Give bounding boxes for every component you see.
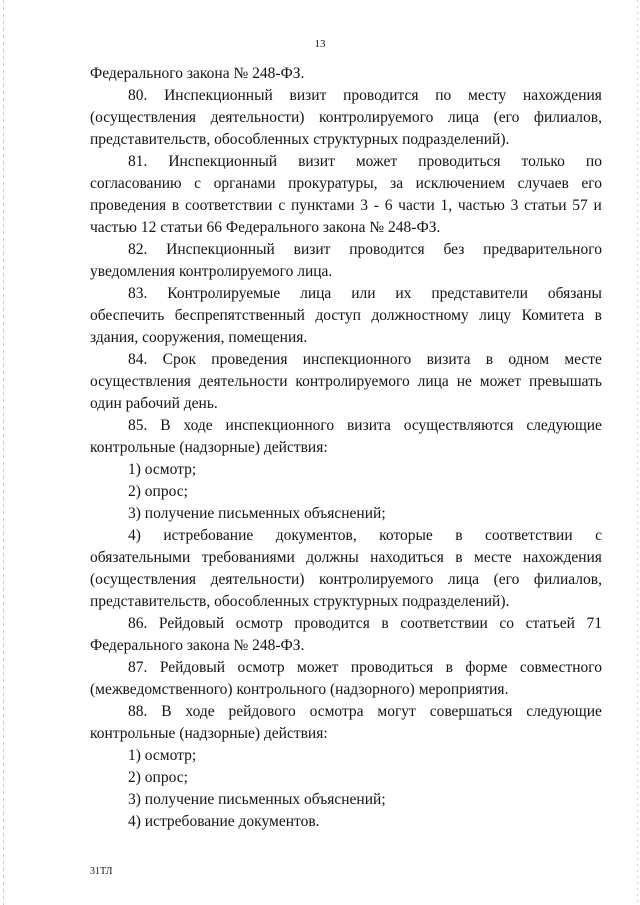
word: только (521, 153, 565, 170)
word: 71 (586, 615, 602, 632)
word: в (594, 307, 602, 324)
word: визит (298, 153, 335, 170)
word: филиалов, (533, 571, 602, 588)
word: лица (447, 109, 480, 126)
word: соответствии (184, 197, 273, 214)
text-line (90, 701, 602, 723)
text-line (90, 107, 602, 129)
word: соответствии (485, 527, 573, 544)
word: месте (564, 351, 602, 368)
word: лицу (479, 307, 512, 324)
scan-edge-right (637, 0, 638, 905)
word: месте (474, 549, 512, 566)
word: обязательными (90, 549, 191, 566)
word: органами (213, 175, 276, 192)
word: В (160, 417, 171, 434)
word: 84. (128, 351, 148, 368)
word: 88. (128, 703, 148, 720)
word: визит (289, 87, 327, 104)
text-line (90, 415, 602, 437)
word: Рейдовый (159, 659, 226, 676)
word: Инспекционный (168, 153, 278, 170)
word: беспрепятственный (174, 307, 305, 324)
text-line: 2) опрос; (128, 483, 188, 500)
word: контролируемого (295, 373, 410, 390)
word: по (435, 87, 452, 104)
word: в (171, 197, 180, 214)
text-line (90, 613, 602, 635)
word: по (585, 153, 602, 170)
body-text (90, 63, 602, 833)
word: визита (426, 351, 471, 368)
word: представители (431, 285, 528, 302)
word: 86. (128, 615, 148, 632)
word: 6 (384, 197, 393, 214)
word: одном (508, 351, 550, 368)
text-line: 2) опрос; (128, 769, 188, 786)
word: обеспечить (90, 307, 165, 324)
word: 3 (510, 197, 519, 214)
word: проводится (294, 615, 370, 632)
word: и (593, 197, 602, 214)
word: следующие (526, 703, 602, 720)
word: или (351, 285, 376, 302)
word: проведения (211, 351, 288, 368)
word: 83. (128, 285, 148, 302)
text-line (90, 195, 602, 217)
word: в (455, 527, 463, 544)
text-line: 1) осмотр; (128, 747, 197, 764)
text-line: представительств, обособленных структурных подразделений). (90, 131, 510, 148)
word: нахождения (523, 87, 602, 104)
word: 57 (572, 197, 588, 214)
word: статьей (525, 615, 575, 632)
word: 81. (128, 153, 148, 170)
text-line: 4) истребование документов. (128, 813, 320, 830)
word: 1, (440, 197, 453, 214)
word: осмотра (309, 703, 364, 720)
text-line: уведомления контролируемого лица. (90, 263, 333, 280)
text-line: один рабочий день. (90, 395, 218, 412)
text-line: (межведомственного) контрольного (надзорного) мероприятия. (90, 681, 509, 698)
word: может (355, 153, 398, 170)
text-line (90, 371, 602, 393)
word: проводится (349, 241, 425, 258)
text-line: представительств, обособленных структурных подразделений). (90, 593, 510, 610)
word: филиалов, (533, 109, 602, 126)
word: со (499, 615, 515, 632)
word: осмотр (237, 659, 285, 676)
text-line: частью 12 статьи 66 Федерального закона № 248-ФЗ. (90, 219, 441, 236)
word: которые (379, 527, 433, 544)
word: требованиями (201, 549, 295, 566)
word: лица (300, 285, 332, 302)
word: не (456, 373, 472, 390)
word: (его (493, 109, 520, 126)
word: их (395, 285, 412, 302)
word: прокуратуры, (288, 175, 378, 192)
word: превышать (529, 373, 602, 390)
word: 80. (128, 87, 148, 104)
text-line (90, 151, 602, 173)
text-line (90, 85, 602, 107)
word: части (398, 197, 435, 214)
word: истребование (163, 527, 254, 544)
word: визит (293, 241, 331, 258)
word: в (445, 659, 453, 676)
word: исключением (415, 175, 506, 192)
word: Инспекционный (164, 87, 273, 104)
word: находиться (370, 549, 444, 566)
word: следующие (526, 417, 602, 434)
word: 87. (128, 659, 148, 676)
word: в (381, 615, 389, 632)
word: его (581, 175, 602, 192)
word: могут (377, 703, 416, 720)
word: месту (468, 87, 507, 104)
word: совместного (519, 659, 602, 676)
word: с (278, 197, 286, 214)
word: Рейдовый (158, 615, 225, 632)
word: контролируемого (319, 109, 434, 126)
word: осуществляются (403, 417, 514, 434)
word: визита (346, 417, 391, 434)
text-line: Федерального закона № 248-ФЗ. (90, 637, 305, 654)
word: пунктами (290, 197, 355, 214)
text-line (90, 657, 602, 679)
word: 3 (360, 197, 369, 214)
word: проведения (90, 197, 167, 214)
word: с (194, 175, 202, 192)
page-number: 13 (314, 38, 326, 50)
word: 82. (128, 241, 148, 258)
word: деятельности) (210, 109, 305, 126)
text-line: здания, сооружения, помещения. (90, 329, 308, 346)
word: нахождения (523, 549, 602, 566)
word: без (443, 241, 465, 258)
word: Инспекционный (166, 241, 275, 258)
word: проводится (343, 87, 419, 104)
word: в (485, 351, 494, 368)
word: проводиться (418, 153, 501, 170)
word: проводиться (350, 659, 434, 676)
word: 4) (128, 527, 141, 544)
word: В (161, 703, 172, 720)
word: в (455, 549, 463, 566)
text-line: 3) получение письменных объяснений; (128, 791, 386, 808)
text-line (90, 239, 602, 261)
word: - (373, 197, 379, 214)
word: (осуществления (90, 571, 197, 588)
word: согласованию (90, 175, 182, 192)
text-line (90, 569, 602, 591)
word: инспекционного (302, 351, 412, 368)
text-line (90, 173, 602, 195)
word: может (297, 659, 339, 676)
word: форме (465, 659, 508, 676)
text-line (90, 547, 602, 569)
word: деятельности (198, 373, 288, 390)
word: инспекционного (225, 417, 335, 434)
word: должны (306, 549, 359, 566)
word: за (390, 175, 404, 192)
footer-code: 31ТЛ (90, 866, 113, 877)
word: с (595, 527, 602, 544)
word: случаев (517, 175, 569, 192)
word: деятельности) (210, 571, 305, 588)
word: статьи (524, 197, 567, 214)
word: соответствии (400, 615, 488, 632)
word: (осуществления (90, 109, 197, 126)
word: документов, (275, 527, 357, 544)
word: ходе (183, 417, 213, 434)
text-line: контрольные (надзорные) действия: (90, 725, 328, 742)
word: должностному (371, 307, 469, 324)
text-line: 3) получение письменных объяснений; (128, 505, 386, 522)
text-line: Федерального закона № 248-ФЗ. (90, 65, 305, 82)
text-line (90, 525, 602, 547)
word: лица (417, 373, 449, 390)
word: лица (447, 571, 480, 588)
word: осуществления (90, 373, 191, 390)
text-line (90, 283, 602, 305)
word: доступ (315, 307, 361, 324)
word: ходе (185, 703, 215, 720)
word: 85. (128, 417, 148, 434)
scan-edge-left (3, 0, 4, 905)
text-line: 1) осмотр; (128, 461, 197, 478)
text-line (90, 349, 602, 371)
word: осмотр (235, 615, 283, 632)
word: Срок (162, 351, 197, 368)
word: частью (457, 197, 505, 214)
word: Комитета (521, 307, 585, 324)
word: предварительного (483, 241, 602, 258)
word: Контролируемые (167, 285, 281, 302)
word: совершаться (429, 703, 513, 720)
word: контролируемого (319, 571, 434, 588)
word: обязаны (547, 285, 602, 302)
text-line: контрольные (надзорные) действия: (90, 439, 328, 456)
text-line (90, 305, 602, 327)
word: рейдового (228, 703, 296, 720)
word: может (479, 373, 522, 390)
word: (его (493, 571, 520, 588)
